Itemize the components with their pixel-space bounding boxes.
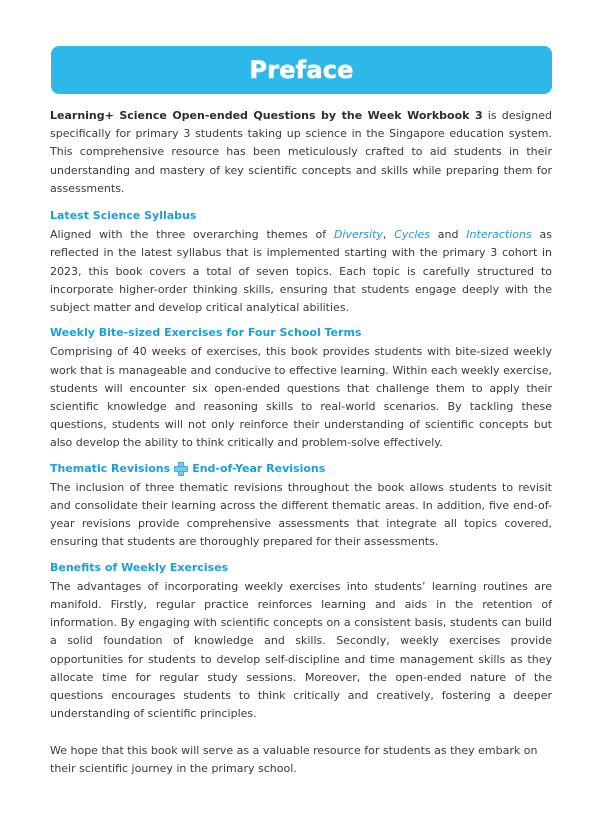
- theme-cycles: Cycles: [394, 228, 430, 242]
- syllabus-text-3: and: [429, 228, 467, 242]
- section-heading-syllabus: Latest Science Syllabus: [50, 209, 197, 223]
- heading-end-of-year: End-of-Year Revisions: [192, 461, 326, 475]
- syllabus-text-4: as reflected in the latest syllabus that is implemented starting with the primary 3 cohort in 2023, this book covers a total of seven topics. Each topic is carefully structured to incorporate higher-order thinking skills, ensuring that students engage deeply with the subject matter and develop critical analytical abilities.: [50, 228, 552, 315]
- theme-interactions: Interactions: [466, 228, 532, 242]
- section-heading-benefits: Benefits of Weekly Exercises: [50, 560, 229, 574]
- theme-diversity: Diversity: [333, 228, 383, 242]
- preface-banner: [51, 46, 552, 94]
- intro-paragraph: [50, 107, 552, 198]
- section-paragraph-revisions: The inclusion of three thematic revisions throughout the book allows students to revisit and consolidate their learning across the different thematic areas. In addition, five end-of-year revisions provide comprehensive assessments that integrate all topics covered, ensuring that students are thoroughly prepared for their assessments.: [50, 480, 552, 549]
- plus-icon: [174, 462, 188, 476]
- closing-paragraph: We hope that this book will serve as a valuable resource for students as they embark on their scientific journey in the primary school.: [50, 743, 538, 775]
- syllabus-text-1: Aligned with the three overarching themes of: [50, 228, 334, 242]
- section-paragraph-syllabus: [50, 226, 552, 317]
- book-title: Learning+ Science Open-ended Questions by the Week Workbook 3: [50, 109, 483, 122]
- section-paragraph-weekly: Comprising of 40 weeks of exercises, this book provides students with bite-sized weekly work that is manageable and conducive to effective learning. Within each weekly exercise, students will encounter six open-ended questions that challenge them to apply their scientific knowledge and reasoning skills to real-world scenarios. By tackling these questions, students will not only reinforce their understanding of scientific concepts but also develop the ability to think critically and problem-solve effectively.: [50, 345, 552, 450]
- syllabus-text-2: ,: [382, 228, 395, 242]
- heading-thematic: Thematic Revisions: [50, 461, 171, 475]
- intro-text: is designed specifically for primary 3 students taking up science in the Singapore education system. This comprehensive resource has been meticulously crafted to aid students in their understanding and mastery of key scientific concepts and skills while preparing them for assessments.: [50, 109, 552, 195]
- section-heading-weekly: Weekly Bite-sized Exercises for Four School Terms: [50, 326, 362, 340]
- preface-body: [50, 107, 552, 778]
- section-heading-revisions: [50, 460, 552, 478]
- paragraph-gap: [50, 724, 552, 742]
- page-title: Preface: [249, 56, 354, 84]
- section-paragraph-benefits: The advantages of incorporating weekly exercises into students’ learning routines are manifold. Firstly, regular practice reinforces learning and aids in the retention of information. By engaging with scientific concepts on a consistent basis, students can build a solid foundation of knowledge and skills. Secondly, weekly exercises provide opportunities for students to develop self-discipline and time management skills as they allocate time for regular study sessions. Moreover, the open-ended nature of the questions encourages students to think critically and creatively, fostering a deeper understanding of scientific principles.: [50, 579, 552, 721]
